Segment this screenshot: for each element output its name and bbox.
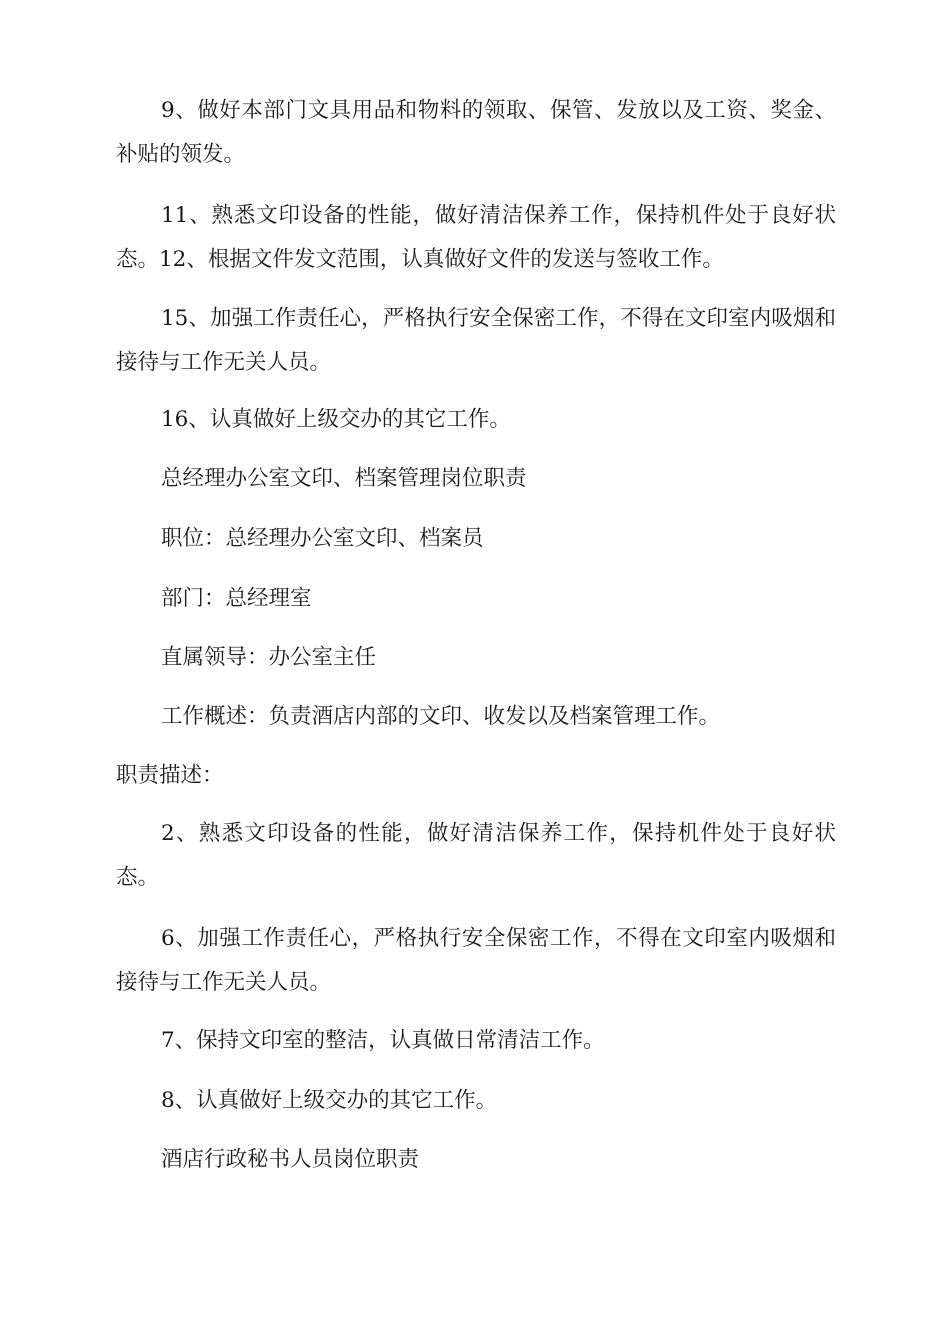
paragraph-item-11-12: 11、熟悉文印设备的性能，做好清洁保养工作，保持机件处于良好状态。12、根据文件发文范围，认真做好文件的发送与签收工作。 [116,203,836,272]
duty-item-2: 2、熟悉文印设备的性能，做好清洁保养工作，保持机件处于良好状态。 [116,821,836,890]
duties-heading: 职责描述： [116,763,224,788]
overview-line: 工作概述：负责酒店内部的文印、收发以及档案管理工作。 [161,704,721,729]
supervisor-line: 直属领导：办公室主任 [161,645,377,670]
paragraph-item-9: 9、做好本部门文具用品和物料的领取、保管、发放以及工资、奖金、补贴的领发。 [116,98,836,167]
duty-item-6: 6、加强工作责任心，严格执行安全保密工作，不得在文印室内吸烟和接待与工作无关人员。 [116,926,836,995]
section-heading-secretary-role: 酒店行政秘书人员岗位职责 [161,1147,420,1172]
paragraph-item-15: 15、加强工作责任心，严格执行安全保密工作，不得在文印室内吸烟和接待与工作无关人员。 [116,306,836,375]
position-line: 职位：总经理办公室文印、档案员 [161,526,484,551]
section-heading-archive-role: 总经理办公室文印、档案管理岗位职责 [161,466,527,491]
duty-item-7: 7、保持文印室的整洁，认真做日常清洁工作。 [161,1028,605,1053]
duty-item-8: 8、认真做好上级交办的其它工作。 [161,1088,498,1113]
department-line: 部门：总经理室 [161,586,312,611]
paragraph-item-16: 16、认真做好上级交办的其它工作。 [161,407,511,432]
